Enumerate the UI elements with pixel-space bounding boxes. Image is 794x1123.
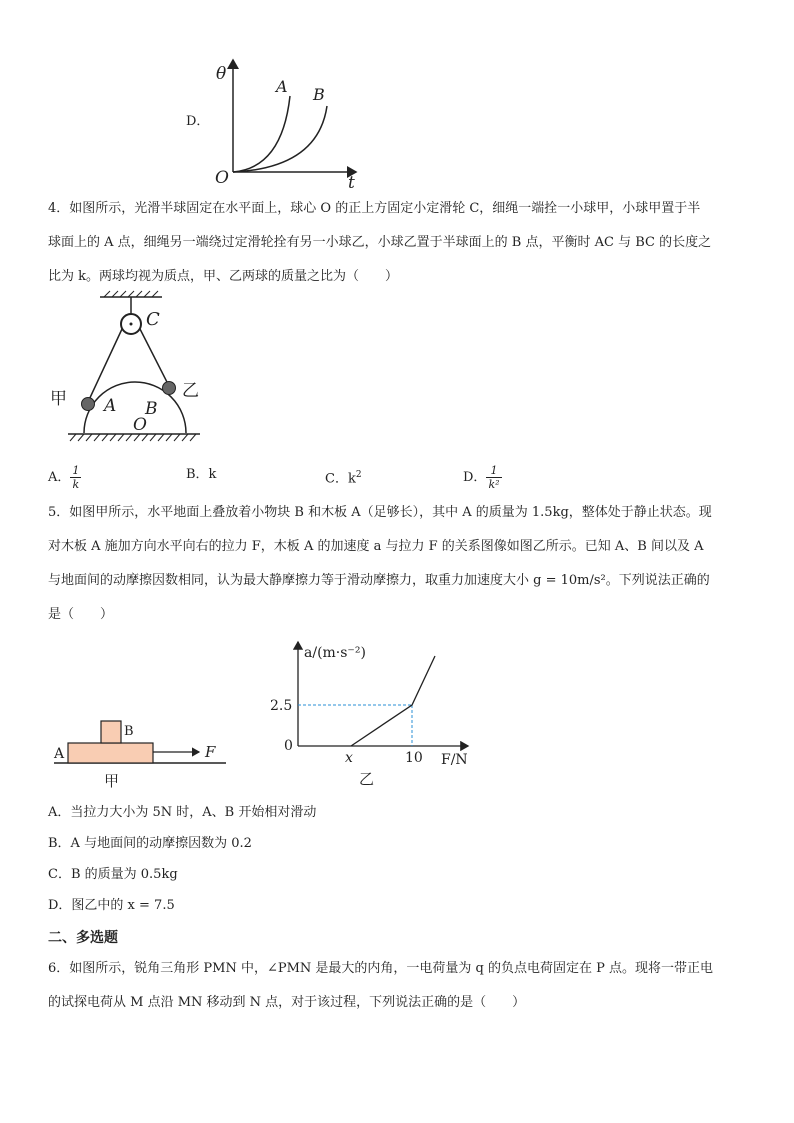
- q6-line-1: 6．如图所示，锐角三角形 PMN 中，∠PMN 是最大的内角，一电荷量为 q 的负点电荷固定在 P 点。现将一带正电: [48, 961, 714, 976]
- label-c: C: [146, 309, 160, 330]
- label-o: O: [133, 415, 147, 435]
- q5-option-b[interactable]: B．A 与地面间的动摩擦因数为 0.2: [48, 836, 252, 851]
- q4-line-3: 比为 k。两球均视为质点，甲、乙两球的质量之比为（ ）: [48, 269, 399, 284]
- label-block-b: B: [124, 724, 134, 739]
- q6-line-2: 的试探电荷从 M 点沿 MN 移动到 N 点，对于该过程，下列说法正确的是（ ）: [48, 995, 526, 1010]
- yi-origin: 0: [284, 738, 293, 754]
- section-title-multiple-choice: 二、多选题: [48, 930, 118, 946]
- yi-x-tick-10: 10: [405, 750, 423, 766]
- q4-option-d[interactable]: D． $\frac{1}{\text{k²}}$: [463, 464, 500, 491]
- q5-option-d[interactable]: D．图乙中的 x = 7.5: [48, 898, 175, 913]
- q4-line-2: 球面上的 A 点，细绳另一端绕过定滑轮拴有另一小球乙，小球乙置于半球面上的 B 点，平衡时 AC 与 BC 的长度之: [48, 235, 712, 250]
- q6-question-text: [48, 952, 748, 1020]
- label-board-a: A: [54, 746, 65, 762]
- label-yi: 乙: [182, 381, 199, 401]
- q5-line-1: 5．如图甲所示，水平地面上叠放着小物块 B 和木板 A（足够长），其中 A 的质量为 1.5kg，整体处于静止状态。现: [48, 505, 712, 520]
- origin-label: O: [215, 168, 229, 188]
- yi-y-tick-2-5: 2.5: [270, 698, 293, 714]
- yi-x-axis-label: F/N: [441, 752, 468, 768]
- q4-line-1: 4．如图所示，光滑半球固定在水平面上，球心 O 的正上方固定小定滑轮 C，细绳一端拴一小球甲，小球甲置于半: [48, 201, 701, 216]
- q5-option-c[interactable]: C．B 的质量为 0.5kg: [48, 867, 178, 882]
- label-force-f: F: [205, 743, 216, 761]
- t-axis-label: t: [348, 173, 355, 193]
- q3-option-d-label: D．: [186, 114, 210, 129]
- caption-jia: 甲: [104, 772, 120, 790]
- q5-line-4: 是（ ）: [48, 607, 114, 622]
- q5-line-3: 与地面间的动摩擦因数相同，认为最大静摩擦力等于滑动摩擦力，取重力加速度大小 g = 10m/s²。下列说法正确的: [48, 573, 710, 588]
- q4-option-c[interactable]: C．$k^2$: [325, 470, 362, 487]
- yi-y-axis-label: a/(m·s⁻²): [304, 645, 366, 661]
- caption-yi: 乙: [359, 770, 375, 788]
- label-jia: 甲: [50, 389, 67, 409]
- yi-x-tick-x: x: [345, 750, 353, 766]
- theta-axis-label: θ: [216, 64, 227, 84]
- label-b: B: [145, 399, 158, 419]
- curve-b-label: B: [313, 85, 325, 104]
- label-a: A: [104, 396, 117, 416]
- q5-option-a[interactable]: A．当拉力大小为 5N 时，A、B 开始相对滑动: [48, 805, 317, 820]
- q4-option-a[interactable]: A． $\frac{1}{k}$: [48, 464, 80, 491]
- q5-line-2: 对木板 A 施加方向水平向右的拉力 F，木板 A 的加速度 a 与拉力 F 的关系图像如图乙所示。已知 A、B 间以及 A: [48, 539, 704, 554]
- curve-a-label: A: [276, 77, 288, 96]
- yi-a-f-line: [351, 656, 435, 746]
- q4-option-b[interactable]: B．k: [186, 467, 217, 482]
